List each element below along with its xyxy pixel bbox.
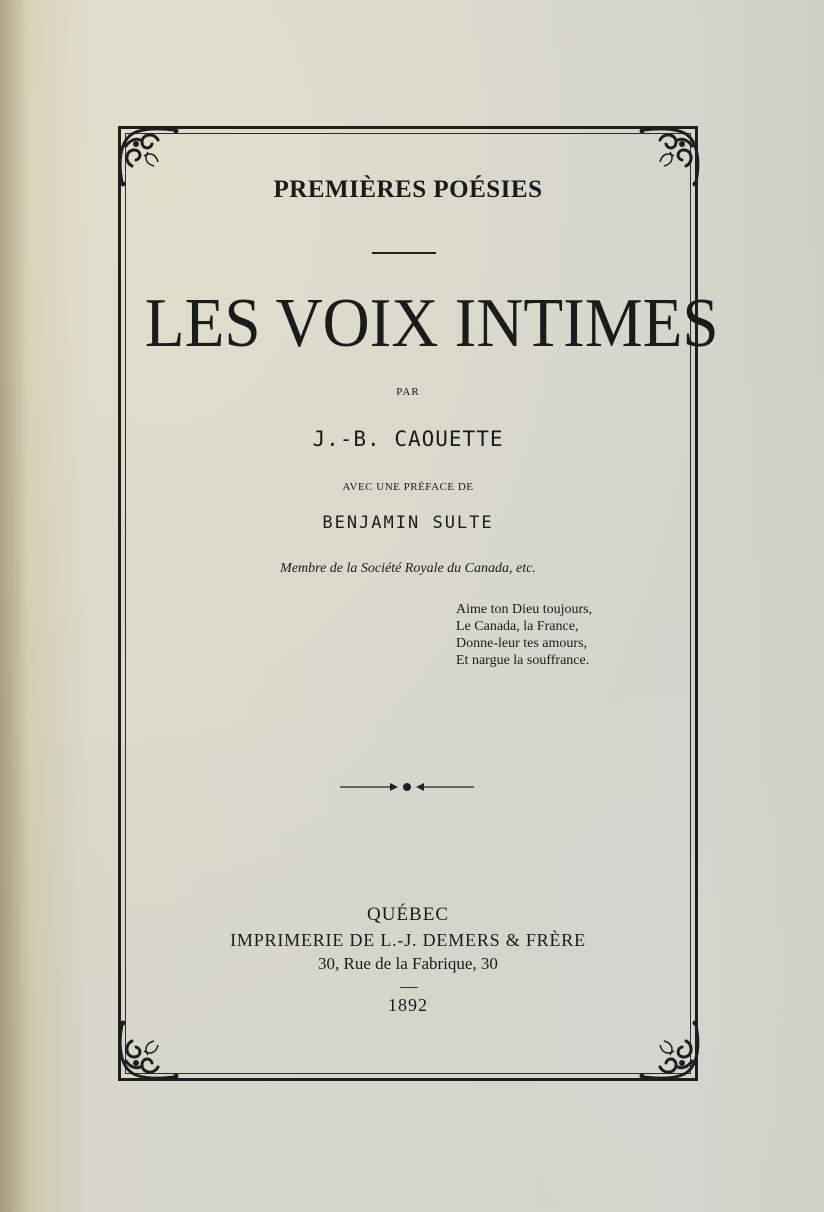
epigraph-line: Le Canada, la France, <box>456 619 579 634</box>
preface-author-title: Membre de la Société Royale du Canada, etc. <box>280 561 536 576</box>
preface-author: BENJAMIN SULTE <box>322 513 494 533</box>
preface-intro: AVEC UNE PRÉFACE DE <box>342 481 474 493</box>
epigraph-line: Donne-leur tes amours, <box>456 636 588 651</box>
title-rule <box>372 252 436 254</box>
author-name: J.-B. CAOUETTE <box>312 427 504 451</box>
corner-ornament-icon <box>114 1015 184 1085</box>
corner-ornament-icon <box>634 1015 704 1085</box>
imprint-year: 1892 <box>388 995 428 1015</box>
epigraph-line: Aime ton Dieu toujours, <box>456 602 593 617</box>
book-title: LES VOIX INTIMES <box>144 285 719 362</box>
year-rule <box>400 987 418 988</box>
imprint-city: QUÉBEC <box>367 904 449 925</box>
imprint-printer: IMPRIMERIE DE L.-J. DEMERS & FRÈRE <box>230 930 586 950</box>
fleuron-divider-icon <box>340 779 474 795</box>
epigraph-line: Et nargue la souffrance. <box>456 653 590 668</box>
epigraph <box>456 601 592 669</box>
series-title: PREMIÈRES POÉSIES <box>273 176 543 203</box>
by-label: PAR <box>396 386 420 398</box>
imprint-address: 30, Rue de la Fabrique, 30 <box>318 954 498 973</box>
